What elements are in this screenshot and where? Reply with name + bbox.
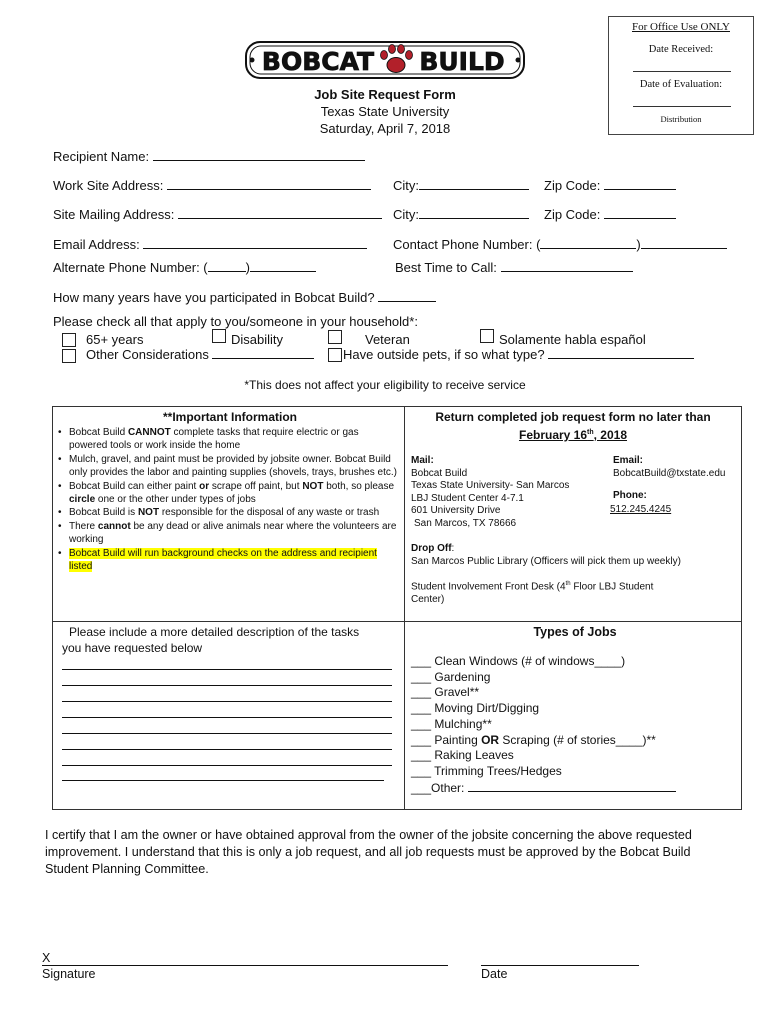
signature-x: X bbox=[42, 951, 51, 965]
veteran-checkbox[interactable] bbox=[328, 330, 342, 344]
mailing-zip-field bbox=[544, 207, 676, 222]
logo-left-text: BOBCAT bbox=[261, 47, 375, 76]
job-item-other[interactable]: ___Other: bbox=[411, 780, 676, 797]
alt-phone-label: Alternate Phone Number: ( bbox=[53, 260, 208, 275]
form-title: Job Site Request Form bbox=[314, 87, 456, 102]
distribution-label: Distribution bbox=[660, 114, 702, 124]
certification-text: I certify that I am the owner or have obtained approval from the owner of the jobsite concerning the above requested improvement. I understand that this is only a job request, and all job requests must be approved by the Bobcat Build Student Planning Committee. bbox=[45, 828, 692, 876]
alt-phone-field bbox=[53, 260, 316, 275]
job-item[interactable]: ___ Mulching** bbox=[411, 716, 492, 731]
date-evaluation-label: Date of Evaluation: bbox=[639, 79, 723, 90]
mailing-city-field bbox=[393, 207, 529, 222]
other-considerations-input[interactable] bbox=[212, 347, 314, 359]
return-deadline-line1: Return completed job request form no later than bbox=[435, 410, 711, 424]
job-item[interactable]: ___ Gravel** bbox=[411, 685, 480, 700]
work-zip-field bbox=[544, 178, 676, 193]
email-address-label: Email Address: bbox=[53, 237, 140, 252]
table-divider-vertical bbox=[404, 406, 405, 810]
contact-phone-number-input[interactable] bbox=[641, 237, 727, 249]
list-item: • Bobcat Build CANNOT complete tasks that require electric or gas powered tools or work inside the home bbox=[58, 426, 398, 453]
list-item: • Bobcat Build can either paint or scrape off paint, but NOT both, so please circle one or the other under types of jobs bbox=[58, 480, 398, 507]
email-address-input[interactable] bbox=[143, 237, 367, 249]
mailing-zip-input[interactable] bbox=[604, 207, 676, 219]
other-considerations-checkbox[interactable] bbox=[62, 349, 76, 363]
alt-phone-number-input[interactable] bbox=[250, 260, 316, 272]
alt-phone-area-input[interactable] bbox=[208, 260, 246, 272]
list-item: • Mulch, gravel, and paint must be provided by jobsite owner. Bobcat Build only provides the labor and painting supplies (shovels, trays, brushes etc.) bbox=[58, 453, 398, 480]
office-use-title: For Office Use ONLY bbox=[632, 21, 730, 33]
contact-phone-area-input[interactable] bbox=[540, 237, 636, 249]
best-time-input[interactable] bbox=[501, 260, 633, 272]
other-considerations-label: Other Considerations bbox=[86, 347, 209, 362]
disability-label: Disability bbox=[231, 332, 284, 347]
date-received-label: Date Received: bbox=[648, 44, 714, 55]
city-label: City: bbox=[393, 207, 419, 222]
work-city-input[interactable] bbox=[419, 178, 529, 190]
bobcat-build-logo bbox=[244, 38, 526, 82]
description-prompt: Please include a more detailed description of the tasks you have requested below bbox=[62, 625, 360, 655]
email-block bbox=[613, 455, 743, 480]
pets-checkbox[interactable] bbox=[328, 348, 342, 362]
office-use-box bbox=[608, 16, 754, 135]
event-date: Saturday, April 7, 2018 bbox=[319, 121, 451, 136]
work-zip-input[interactable] bbox=[604, 178, 676, 190]
email-link[interactable]: BobcatBuild@txstate.edu bbox=[613, 467, 726, 479]
mail-address-block: Mail: Bobcat Build Texas State University- San Marcos LBJ Student Center 4-7.1 601 University Drive San Marcos, TX 78666 bbox=[411, 455, 611, 530]
important-info-list bbox=[58, 426, 398, 573]
signature-line[interactable] bbox=[42, 965, 448, 966]
list-item-highlighted: • Bobcat Build will run background checks on the address and recipient listed bbox=[58, 547, 398, 574]
university-name: Texas State University bbox=[320, 104, 450, 119]
senior-checkbox[interactable] bbox=[62, 333, 76, 347]
dropoff-label: Drop Off bbox=[411, 543, 452, 554]
other-considerations-field bbox=[86, 347, 314, 362]
eligibility-note: *This does not affect your eligibility to receive service bbox=[244, 378, 526, 392]
contact-phone-label: Contact Phone Number: ( bbox=[393, 237, 541, 252]
years-participated-field bbox=[53, 290, 436, 305]
site-mailing-address-label: Site Mailing Address: bbox=[53, 207, 175, 222]
phone-block bbox=[613, 490, 647, 503]
household-prompt: Please check all that apply to you/someone in your household*: bbox=[53, 314, 418, 329]
mailing-city-input[interactable] bbox=[419, 207, 529, 219]
return-deadline-date: February 16th, 2018 bbox=[518, 428, 628, 442]
pets-input[interactable] bbox=[548, 347, 694, 359]
other-job-input[interactable] bbox=[468, 780, 676, 792]
recipient-name-input[interactable] bbox=[153, 149, 365, 161]
job-item[interactable]: ___ Moving Dirt/Digging bbox=[411, 701, 540, 716]
mail-label: Mail: bbox=[411, 455, 434, 466]
important-info-title: **Important Information bbox=[163, 410, 297, 424]
paren-close: ) bbox=[636, 237, 641, 252]
recipient-name-field bbox=[53, 149, 365, 164]
spanish-checkbox[interactable] bbox=[480, 329, 494, 343]
work-site-address-field bbox=[53, 178, 371, 193]
date-line[interactable] bbox=[481, 965, 639, 966]
site-mailing-address-input[interactable] bbox=[178, 207, 382, 219]
email-label: Email: bbox=[613, 455, 644, 466]
contact-phone-field bbox=[393, 237, 727, 252]
job-item[interactable]: ___ Trimming Trees/Hedges bbox=[411, 763, 562, 778]
pets-label: Have outside pets, if so what type? bbox=[343, 347, 545, 362]
best-time-field bbox=[395, 260, 633, 275]
years-input[interactable] bbox=[378, 290, 436, 302]
years-question: How many years have you participated in Bobcat Build? bbox=[53, 290, 375, 305]
work-site-address-label: Work Site Address: bbox=[53, 178, 164, 193]
senior-label: 65+ years bbox=[86, 332, 144, 347]
jobs-list bbox=[411, 654, 676, 796]
job-item[interactable]: ___ Gardening bbox=[411, 669, 491, 684]
date-evaluation-line[interactable] bbox=[633, 106, 731, 107]
work-site-address-input[interactable] bbox=[167, 178, 371, 190]
table-divider-horizontal bbox=[52, 621, 742, 622]
date-received-line[interactable] bbox=[633, 71, 731, 72]
list-item: • Bobcat Build is NOT responsible for the disposal of any waste or trash bbox=[58, 506, 398, 519]
spanish-label: Solamente habla español bbox=[499, 332, 646, 347]
job-item[interactable]: ___ Raking Leaves bbox=[411, 748, 514, 763]
date-label: Date bbox=[481, 967, 508, 981]
phone-link[interactable]: 512.245.4245 bbox=[610, 504, 672, 515]
job-item[interactable]: ___ Painting OR Scraping (# of stories____)** bbox=[411, 732, 656, 747]
best-time-label: Best Time to Call: bbox=[395, 260, 497, 275]
zip-label: Zip Code: bbox=[544, 178, 601, 193]
list-item: • There cannot be any dead or alive animals near where the volunteers are working bbox=[58, 520, 398, 547]
phone-label: Phone: bbox=[613, 490, 647, 501]
pets-field bbox=[343, 347, 694, 362]
paren-close: ) bbox=[245, 260, 250, 275]
zip-label: Zip Code: bbox=[544, 207, 601, 222]
work-city-field bbox=[393, 178, 529, 193]
types-of-jobs-title: Types of Jobs bbox=[533, 625, 617, 639]
city-label: City: bbox=[393, 178, 419, 193]
signature-label: Signature bbox=[42, 967, 96, 981]
dropoff-block: Drop Off: San Marcos Public Library (Officers will pick them up weekly) Student Involvement Front Desk (4th Floor LBJ Student Center) bbox=[411, 543, 681, 605]
disability-checkbox[interactable] bbox=[212, 329, 226, 343]
email-address-field bbox=[53, 237, 367, 252]
logo-right-text: BUILD bbox=[419, 47, 505, 76]
veteran-label: Veteran bbox=[365, 332, 410, 347]
recipient-name-label: Recipient Name: bbox=[53, 149, 150, 164]
site-mailing-address-field bbox=[53, 207, 382, 222]
job-item[interactable]: ___ Clean Windows (# of windows____) bbox=[411, 654, 626, 668]
return-deadline bbox=[410, 410, 736, 443]
